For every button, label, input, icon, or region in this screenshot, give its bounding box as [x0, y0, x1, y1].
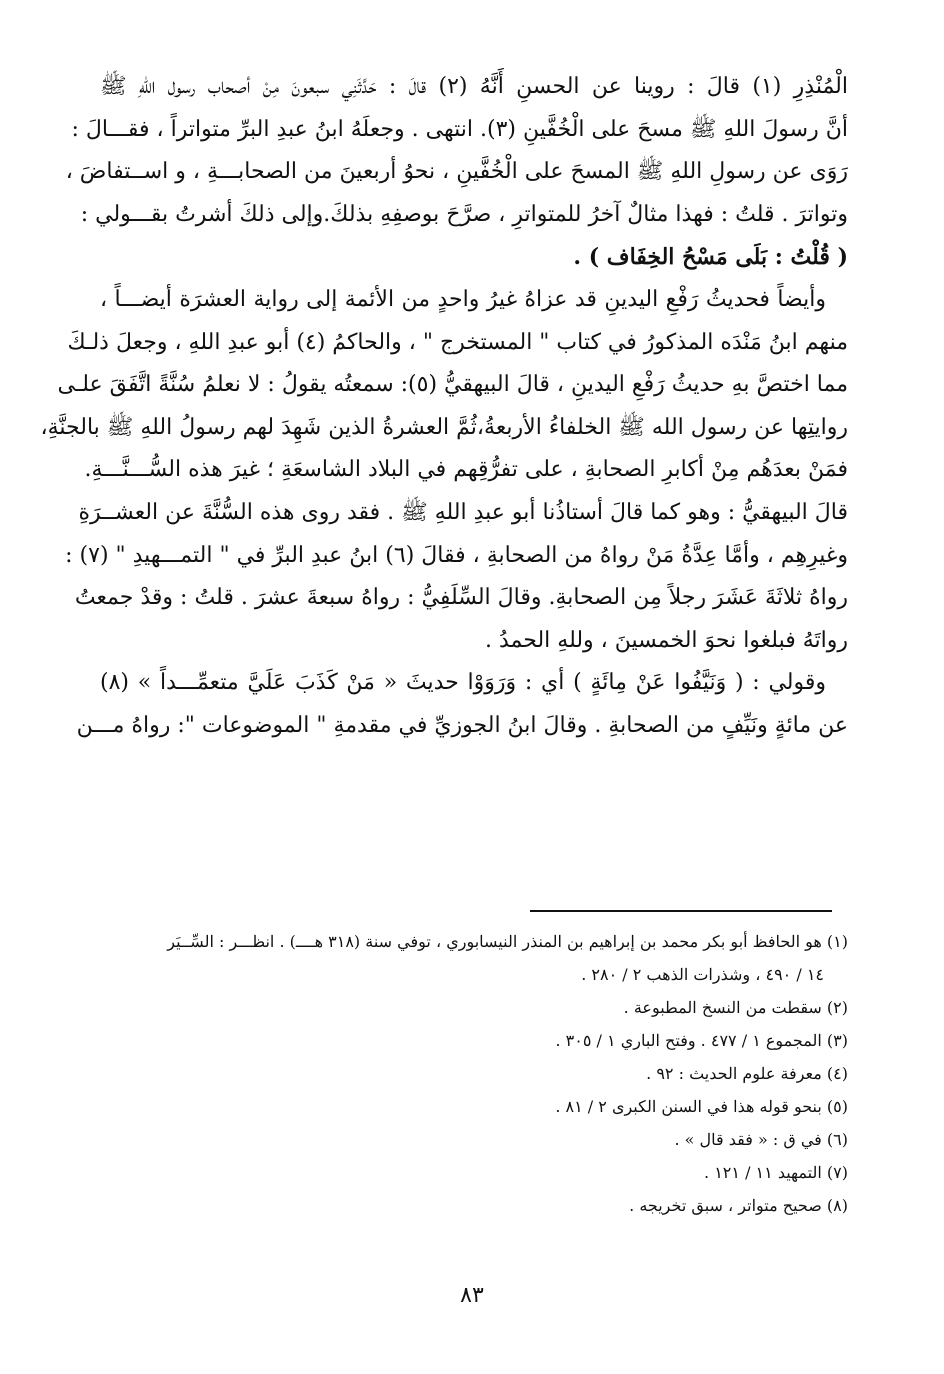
footnote-2: (٢) سقطت من النسخ المطبوعة . [623, 998, 848, 1017]
text-line: وقولي : ( وَنَيَّفُوا عَنْ مِائَةٍ ) أي : وَرَوَوْا حديثَ « مَنْ كَذَبَ عَلَيَّ متعمِّـــداً » (٨) [100, 670, 826, 696]
footnote-5: (٥) بنحو قوله هذا في السنن الكبرى ٢ / ٨١ . [555, 1097, 848, 1116]
text-line: قالَ البيهقيُّ : وهو كما قالَ أستاذُنا أبو عبدِ اللهِ ﷺ . فقد روى هذه السُّنَّةَ عن العشــرَةِ [78, 499, 848, 525]
footnote-7: (٧) التمهيد ١١ / ١٢١ . [704, 1163, 848, 1182]
footnote-1: (١) هو الحافظ أبو بكر محمد بن إبراهيم بن المنذر النيسابوري ، توفي سنة (٣١٨ هــــ) . انظـــر : السِّــيَر [167, 932, 848, 951]
text-line: وتواترَ . قلتُ : فهذا مثالٌ آخرُ للمتواترِ ، صرَّحَ بوصفِهِ بذلكَ.وإلى ذلكَ أشرتُ بقـــولي : [80, 201, 848, 227]
footnote-divider [530, 910, 832, 912]
text-line: رَوَى عن رسولِ اللهِ ﷺ المسحَ على الْخُفَّينِ ، نحوُ أربعينَ من الصحابـــةِ ، و اســتفاضَ ، [65, 159, 848, 185]
page-number: ٨٣ [460, 1283, 484, 1308]
verse-line: ( قُلْتُ : بَلَى مَسْحُ الخِفَاف ) . [573, 244, 848, 271]
main-text-block [40, 66, 848, 748]
text-line: الْمُنْذِرِ (١) قالَ : روينا عن الحسنِ أَنَّهُ (٢) قالَ : حَدَّثَنِي سبعونَ مِنْ أصحاب رسول اللهِ ﷺ [100, 74, 848, 99]
footnote-1-continuation: ١٤ / ٤٩٠ ، وشذرات الذهب ٢ / ٢٨٠ . [581, 965, 824, 984]
text-line: رواتَهُ فبلغوا نحوَ الخمسينَ ، وللهِ الحمدُ . [485, 627, 848, 653]
text-line: فمَنْ بعدَهُم مِنْ أكابرِ الصحابةِ ، على تفرُّقِهم في البلاد الشاسعَةِ ؛ غيرَ هذه السُّـــنَّـــةِ. [84, 457, 848, 483]
footnote-8: (٨) صحيح متواتر ، سبق تخريجه . [629, 1196, 848, 1215]
text-line: رواهُ ثلاثَةَ عَشَرَ رجلاً مِن الصحابةِ. وقالَ السِّلَفِيُّ : رواهُ سبعةَ عشرَ . قلتُ : وقدْ جمعتُ [74, 585, 848, 611]
text-line: وأيضاً فحديثُ رَفْعِ اليدينِ قد عزاهُ غيرُ واحدٍ من الأئمة إلى رواية العشرَة أيضـــاً ، [100, 286, 826, 312]
text-line: روايتِها عن رسول الله ﷺ الخلفاءُ الأربعةُ،ثُمَّ العشرةُ الذين شَهِدَ لهم رسولُ اللهِ ﷺ بالجنَّةِ، [40, 414, 848, 440]
footnote-4: (٤) معرفة علوم الحديث : ٩٢ . [646, 1064, 848, 1083]
text-line: عن مائةٍ ونَيِّفٍ من الصحابةِ . وقالَ ابنُ الجوزيِّ في مقدمةِ " الموضوعات ": رواهُ مـــن [76, 712, 848, 738]
text-line: مما اختصَّ بهِ حديثُ رَفْعِ اليدينِ ، قالَ البيهقيُّ (٥): سمعتُه يقولُ : لا نعلمُ سُنَّةً اتَّفَقَ علـى [57, 372, 848, 398]
text-line: منهم ابنُ مَنْدَه المذكورُ في كتاب " المستخرج " ، والحاكمُ (٤) أبو عبدِ اللهِ ، وجعلَ ذلـكَ [67, 329, 848, 355]
text-line: أنَّ رسولَ اللهِ ﷺ مسحَ على الْخُفَّينِ (٣). انتهى . وجعلَهُ ابنُ عبدِ البرِّ متواتراً ، فقـــالَ : [71, 116, 848, 142]
footnotes-block [100, 925, 848, 1222]
footnote-6: (٦) في ق : « فقد قال » . [674, 1130, 848, 1149]
footnote-3: (٣) المجموع ١ / ٤٧٧ . وفتح الباري ١ / ٣٠٥ . [555, 1031, 848, 1050]
text-line: وغيرِهِم ، وأمَّا عِدَّةُ مَنْ رواهُ من الصحابةِ ، فقالَ (٦) ابنُ عبدِ البرِّ في " التمـــهيدِ " (٧) : [65, 542, 848, 568]
